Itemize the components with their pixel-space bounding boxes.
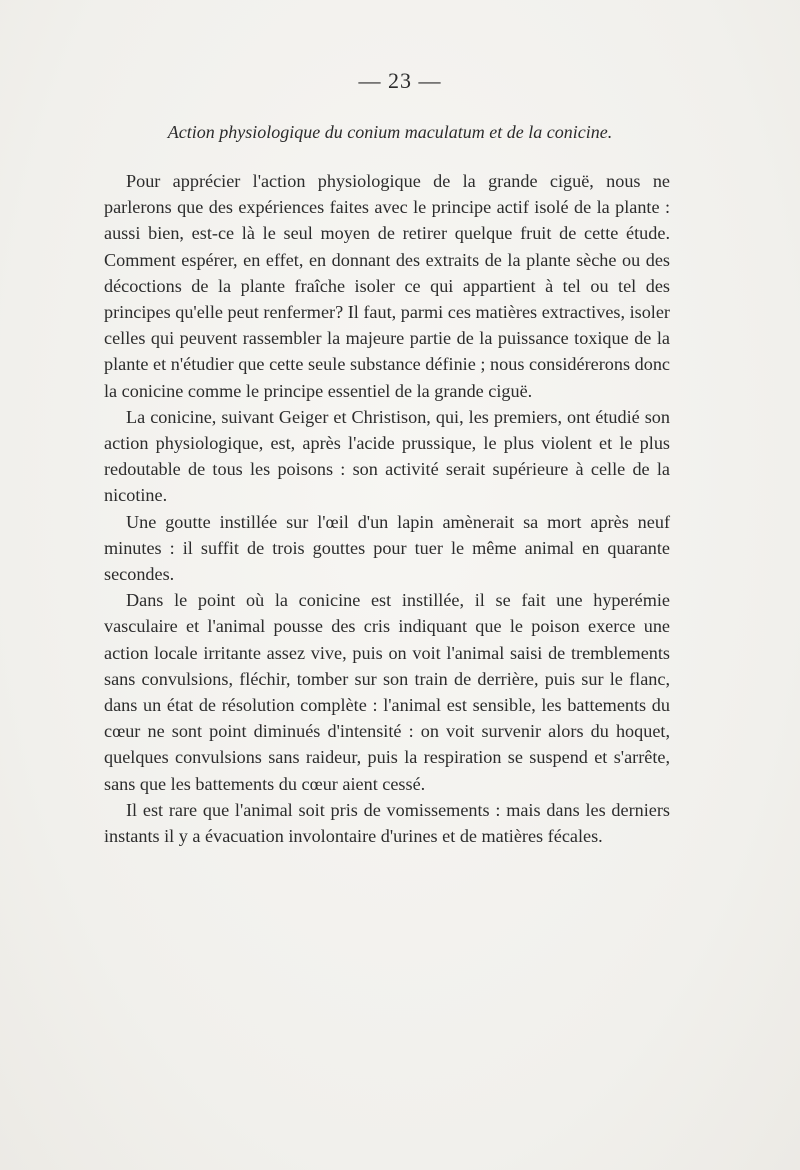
- page-number: — 23 —: [358, 68, 442, 93]
- paragraph-4: Dans le point où la conicine est instillée, il se fait une hyperémie vasculaire et l'animal pousse des cris indiquant que le poison exerce une action locale irritante assez vive, puis on voit l'animal saisi de tremblements sans convulsions, fléchir, tomber sur son train de derrière, puis sur le flanc, dans un état de résolution complète : l'animal est sensible, les battements du cœur ne sont point diminués d'intensité : on voit survenir alors du hoquet, quelques convulsions sans raideur, puis la respiration se suspend et s'arrête, sans que les battements du cœur aient cessé.: [104, 590, 670, 794]
- body-text: [104, 168, 670, 849]
- paragraph-2: La conicine, suivant Geiger et Christison, qui, les premiers, ont étudié son action physiologique, est, après l'acide prussique, le plus violent et le plus redoutable de tous les poisons : son activité serait supérieure à celle de la nicotine.: [104, 406, 670, 506]
- paragraph-1: Pour apprécier l'action physiologique de la grande ciguë, nous ne parlerons que des expériences faites avec le principe actif isolé de la plante : aussi bien, est-ce là le seul moyen de retirer quelque fruit de cette étude. Comment espérer, en effet, en donnant des extraits de la plante sèche ou des décoctions de la plante fraîche isoler ce qui appartient à tel ou tel des principes qu'elle peut renfermer? Il faut, parmi ces matières extractives, isoler celles qui peuvent rassembler la majeure partie de la puissance toxique de la plante et n'étudier que cette seule substance définie ; nous considérerons donc la conicine comme le principe essentiel de la grande ciguë.: [104, 171, 670, 401]
- section-title: Action physiologique du conium maculatum et de la conicine.: [167, 122, 613, 142]
- paragraph-3: Une goutte instillée sur l'œil d'un lapin amènerait sa mort après neuf minutes : il suffit de trois gouttes pour tuer le même animal en quarante secondes.: [104, 511, 670, 585]
- paragraph-5: Il est rare que l'animal soit pris de vomissements : mais dans les derniers instants il y a évacuation involontaire d'urines et de matières fécales.: [104, 799, 670, 847]
